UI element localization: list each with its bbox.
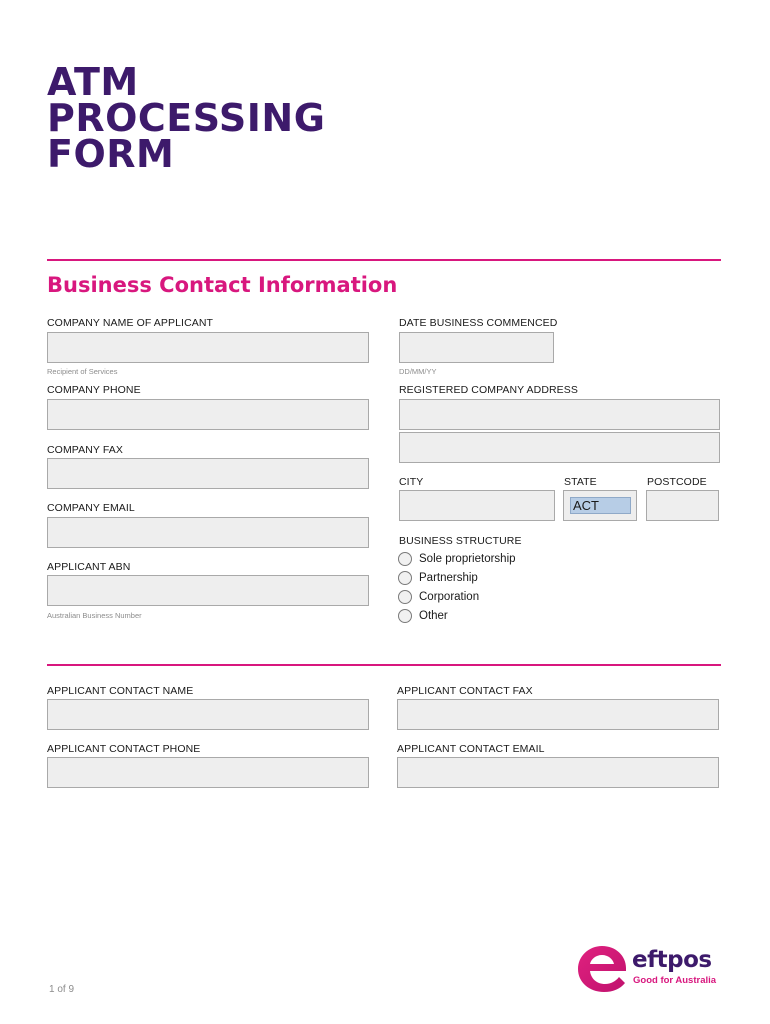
- radio-corporation[interactable]: [398, 590, 479, 604]
- company-fax-field[interactable]: [47, 458, 369, 489]
- eftpos-logo: [576, 944, 726, 994]
- section-title: Business Contact Information: [47, 273, 398, 297]
- state-selected-option[interactable]: [570, 497, 631, 514]
- company-name-field[interactable]: [47, 332, 369, 363]
- title-line-2: PROCESSING: [47, 96, 326, 140]
- state-label: STATE: [564, 476, 597, 488]
- company-fax-label: COMPANY FAX: [47, 444, 123, 456]
- eftpos-logo-tagline: Good for Australia: [633, 975, 717, 986]
- radio-circle[interactable]: [398, 590, 412, 604]
- radio-partnership[interactable]: [398, 571, 478, 585]
- contact-email-field[interactable]: [397, 757, 719, 788]
- section-divider-top: [47, 259, 721, 261]
- radio-sole-proprietorship[interactable]: [398, 552, 516, 566]
- radio-label: Sole proprietorship: [419, 553, 516, 565]
- radio-circle[interactable]: [398, 552, 412, 566]
- company-email-field[interactable]: [47, 517, 369, 548]
- contact-name-field[interactable]: [47, 699, 369, 730]
- radio-other[interactable]: [398, 609, 448, 623]
- registered-address-line2-field[interactable]: [399, 432, 720, 463]
- company-name-label: COMPANY NAME OF APPLICANT: [47, 317, 214, 329]
- radio-circle[interactable]: [398, 609, 412, 623]
- company-phone-field[interactable]: [47, 399, 369, 430]
- eftpos-logo-wordmark: eftpos: [632, 947, 712, 973]
- page-number: 1 of 9: [49, 984, 75, 995]
- date-commenced-hint: DD/MM/YY: [399, 367, 437, 376]
- city-label: CITY: [399, 476, 424, 488]
- applicant-abn-field[interactable]: [47, 575, 369, 606]
- postcode-field[interactable]: [646, 490, 719, 521]
- contact-fax-label: APPLICANT CONTACT FAX: [397, 685, 533, 697]
- business-structure-label: BUSINESS STRUCTURE: [399, 535, 522, 547]
- postcode-label: POSTCODE: [647, 476, 707, 488]
- company-phone-label: COMPANY PHONE: [47, 384, 141, 396]
- title-line-1: ATM: [47, 60, 139, 104]
- contact-email-label: APPLICANT CONTACT EMAIL: [397, 743, 545, 755]
- date-commenced-field[interactable]: [399, 332, 554, 363]
- registered-address-label: REGISTERED COMPANY ADDRESS: [399, 384, 578, 396]
- city-field[interactable]: [399, 490, 555, 521]
- state-select[interactable]: [563, 490, 637, 521]
- eftpos-logo-mark-icon: [576, 944, 628, 994]
- company-email-label: COMPANY EMAIL: [47, 502, 135, 514]
- registered-address-line1-field[interactable]: [399, 399, 720, 430]
- form-title: [47, 60, 326, 176]
- radio-label: Other: [419, 610, 448, 622]
- date-commenced-label: DATE BUSINESS COMMENCED: [399, 317, 558, 329]
- state-value: ACT: [573, 498, 599, 513]
- section-divider-bottom: [47, 664, 721, 666]
- company-name-hint: Recipient of Services: [47, 367, 118, 376]
- applicant-abn-hint: Australian Business Number: [47, 611, 142, 620]
- contact-name-label: APPLICANT CONTACT NAME: [47, 685, 194, 697]
- contact-fax-field[interactable]: [397, 699, 719, 730]
- radio-label: Partnership: [419, 572, 478, 584]
- contact-phone-label: APPLICANT CONTACT PHONE: [47, 743, 201, 755]
- radio-label: Corporation: [419, 591, 480, 603]
- title-line-3: FORM: [47, 132, 175, 176]
- contact-phone-field[interactable]: [47, 757, 369, 788]
- applicant-abn-label: APPLICANT ABN: [47, 561, 131, 573]
- radio-circle[interactable]: [398, 571, 412, 585]
